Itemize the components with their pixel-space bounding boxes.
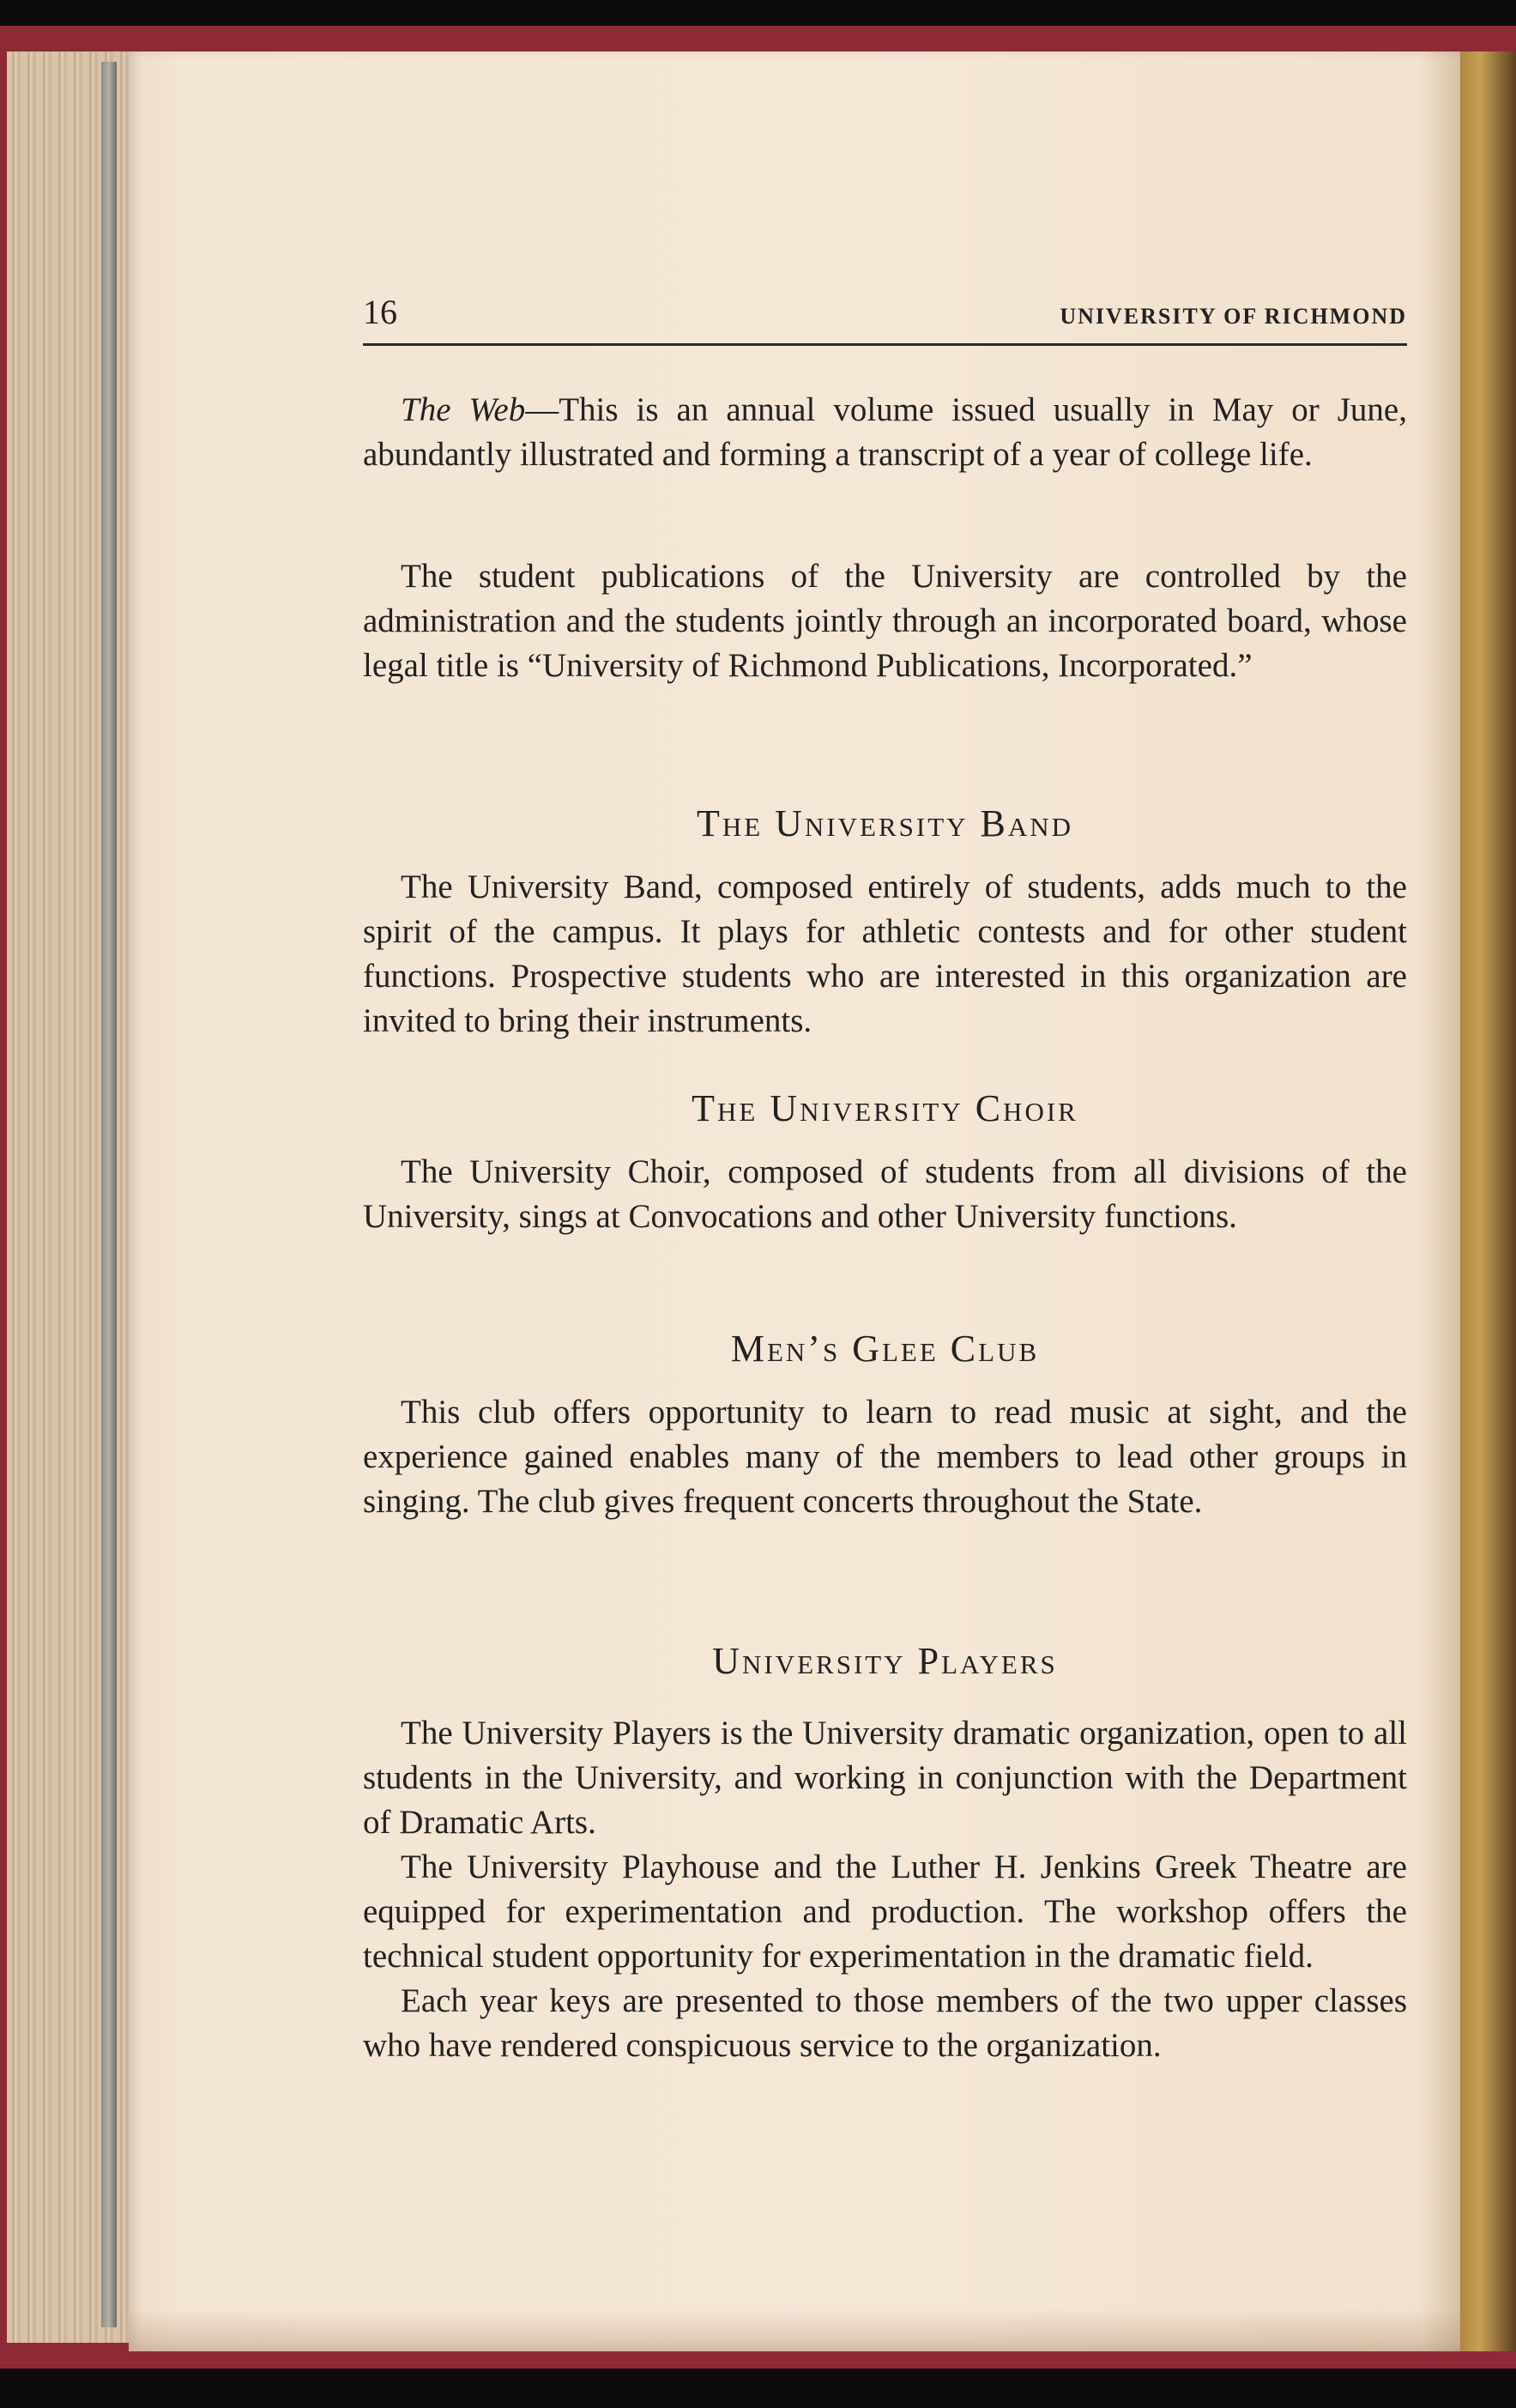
section-heading-band: The University Band — [696, 802, 1074, 844]
page-stack-edges — [7, 51, 144, 2343]
players-paragraph-3: Each year keys are presented to those members of the two upper classes who have rendered conspicuous service to the organization. — [363, 1982, 1407, 2064]
band-block — [363, 865, 1407, 1044]
publications-paragraph: The student publications of the University are controlled by the administration and the students jointly through an incorporated board, whose legal title is “University of Richmond Publications, Incorporated.” — [363, 558, 1407, 684]
web-paragraph-block — [363, 388, 1407, 477]
header-rule — [363, 343, 1407, 346]
section-heading-choir: The University Choir — [692, 1087, 1078, 1129]
page-edge-strip — [101, 62, 117, 2327]
page-header — [363, 285, 1407, 343]
players-block — [363, 1711, 1407, 2068]
web-text: —This is an annual volume issued usually in May or June, abundantly illustrated and forming a transcript of a year of college life. — [363, 391, 1407, 473]
band-paragraph: The University Band, composed entirely of students, adds much to the spirit of the campus. It plays for athletic contests and for other student functions. Prospective students who are interested in this organization are invited to bring their instruments. — [363, 868, 1407, 1039]
running-head: UNIVERSITY OF RICHMOND — [1060, 304, 1407, 329]
web-paragraph — [363, 388, 1407, 477]
page-bottom-shadow — [129, 2308, 1460, 2351]
section-heading-players: University Players — [712, 1640, 1058, 1682]
players-paragraph-1: The University Players is the University dramatic organization, open to all students in the University, and working in conjunction with the Department of Dramatic Arts. — [363, 1715, 1407, 1841]
players-paragraph-2: The University Playhouse and the Luther H. Jenkins Greek Theatre are equipped for experimentation and production. The workshop offers the technical student opportunity for experimentation in the dramatic field. — [363, 1848, 1407, 1975]
web-title: The Web — [401, 391, 526, 428]
section-heading-glee-club: Men’s Glee Club — [730, 1328, 1040, 1370]
book-spine-edge — [1456, 51, 1516, 2351]
glee-club-block — [363, 1390, 1407, 1524]
page-number: 16 — [363, 293, 397, 331]
publications-block — [363, 554, 1407, 688]
choir-block — [363, 1150, 1407, 1239]
glee-club-paragraph: This club offers opportunity to learn to read music at sight, and the experience gained enables many of the members to lead other groups in singing. The club gives frequent concerts throughout the State. — [363, 1394, 1407, 1520]
choir-paragraph: The University Choir, composed of students from all divisions of the University, sings at Convocations and other University functions. — [363, 1153, 1407, 1235]
